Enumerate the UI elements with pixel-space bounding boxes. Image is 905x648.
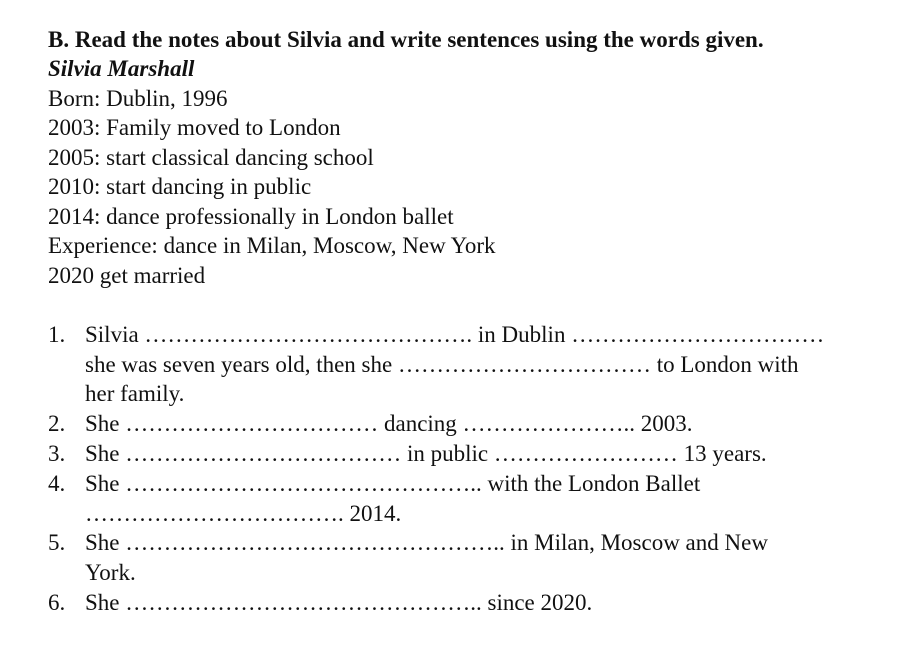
- item-text: she was seven years old, then she …………………………… to London with: [85, 352, 799, 377]
- item-number: 6.: [48, 590, 66, 615]
- note-line: 2005: start classical dancing school: [48, 145, 374, 170]
- item-text: York.: [85, 560, 136, 585]
- item-number: 1.: [48, 322, 66, 347]
- note-line: 2003: Family moved to London: [48, 115, 341, 140]
- note-line: 2010: start dancing in public: [48, 174, 312, 199]
- note-line: Experience: dance in Milan, Moscow, New York: [48, 233, 496, 258]
- item-number: 4.: [48, 471, 66, 496]
- item-text: She ……………………………… in public …………………… 13 years.: [85, 441, 767, 466]
- person-name: Silvia Marshall: [48, 56, 195, 81]
- item-text: She ……………………………………….. since 2020.: [85, 590, 593, 615]
- item-text: ……………………………. 2014.: [85, 501, 402, 526]
- item-text: She ……………………………………….. with the London Ballet: [85, 471, 701, 496]
- note-line: Born: Dublin, 1996: [48, 86, 228, 111]
- item-number: 2.: [48, 411, 66, 436]
- item-number: 5.: [48, 530, 66, 555]
- note-line: 2020 get married: [48, 263, 206, 288]
- item-text: She …………………………… dancing ………………….. 2003.: [85, 411, 693, 436]
- exercise-heading: B. Read the notes about Silvia and write sentences using the words given.: [48, 27, 764, 52]
- note-line: 2014: dance professionally in London ballet: [48, 204, 454, 229]
- item-text: Silvia ……………………………………. in Dublin ……………………………: [85, 322, 825, 347]
- item-number: 3.: [48, 441, 66, 466]
- item-text: her family.: [85, 381, 185, 406]
- item-text: She ………………………………………….. in Milan, Moscow and New: [85, 530, 768, 555]
